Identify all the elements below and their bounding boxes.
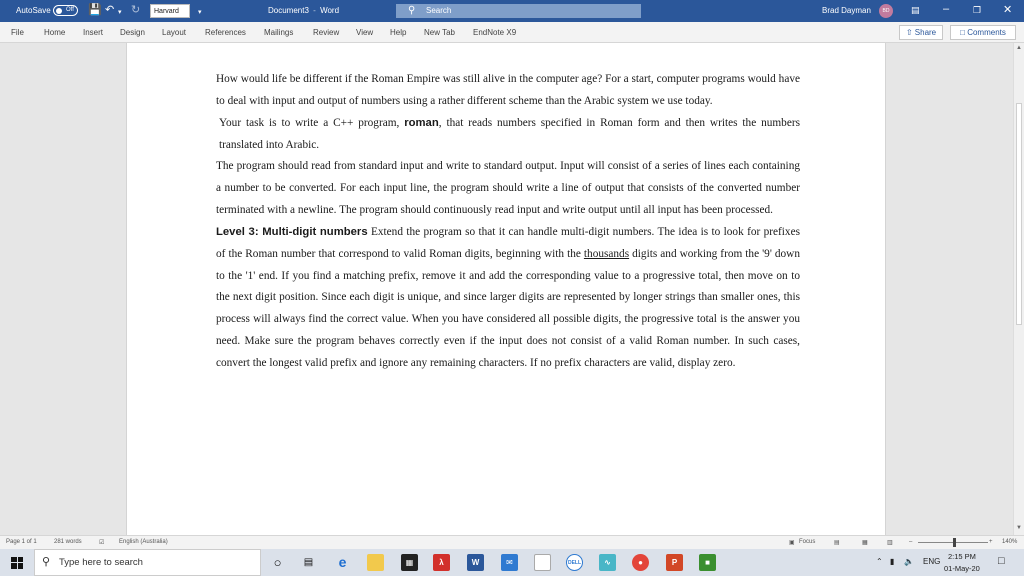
task-text-b: , that reads numbers specified in Roman form and then writes the numbers translated into Arabic. — [219, 116, 801, 151]
undo-dropdown-icon[interactable]: ▾ — [118, 9, 122, 16]
dell-icon[interactable]: DELL — [566, 554, 583, 571]
focus-label[interactable]: Focus — [799, 539, 816, 545]
share-label: Share — [914, 28, 937, 37]
redo-icon[interactable]: ↻ — [131, 4, 141, 16]
cortana-icon[interactable]: ○ — [273, 555, 282, 570]
web-layout-icon[interactable]: ▥ — [887, 540, 893, 546]
print-layout-icon[interactable]: ▦ — [862, 540, 868, 546]
tab-file[interactable]: File — [11, 28, 24, 37]
avatar[interactable]: BD — [879, 4, 893, 18]
autosave-toggle[interactable]: Off — [53, 5, 78, 16]
tab-insert[interactable]: Insert — [83, 28, 104, 37]
health-app-icon[interactable]: ∿ — [599, 554, 616, 571]
read-mode-icon[interactable]: ▤ — [834, 540, 840, 546]
search-placeholder: Search — [426, 6, 452, 15]
scroll-down-icon[interactable]: ▼ — [1016, 525, 1022, 531]
zoom-level[interactable]: 140% — [1002, 539, 1018, 545]
powerpoint-icon[interactable]: P — [666, 554, 683, 571]
comments-button[interactable] — [950, 25, 1016, 40]
battery-icon[interactable]: ▮ — [890, 557, 895, 566]
chrome-icon[interactable]: ● — [632, 554, 649, 571]
title-bar — [0, 0, 1024, 22]
customize-toolbar-icon[interactable]: ▾ — [198, 9, 202, 16]
vertical-scrollbar[interactable] — [1013, 43, 1024, 535]
app-name: Word — [320, 6, 340, 15]
tab-new-tab[interactable]: New Tab — [424, 28, 455, 37]
focus-icon[interactable]: ▣ — [789, 540, 795, 546]
level3-text-b: digits and working from the '9' down to the '1' end. If you find a matching prefix, remove it and add the corresponding value to a progressive total, then move on to the next digit position. Since each digit is unique, and since larger digits are represented by longer strings than smaller ones, this process will always find the correct value. When you have considered all possible digits, the progressive total is the answer you need. Make sure the program behaves correctly even if the input does not consist of a valid Roman number. In such cases, convert the longest valid prefix and ignore any remaining characters. If no prefix characters are valid, display zero. — [216, 247, 800, 369]
page-count[interactable]: Page 1 of 1 — [6, 539, 37, 545]
clock-time: 2:15 PM — [947, 552, 976, 561]
tab-mailings[interactable]: Mailings — [264, 28, 294, 37]
share-icon: ⇧ — [905, 28, 913, 37]
search-icon: ⚲ — [42, 556, 51, 568]
taskbar-search[interactable] — [34, 549, 261, 576]
zoom-in-icon[interactable]: + — [989, 539, 993, 545]
taskbar — [0, 549, 1024, 576]
acrobat-icon[interactable]: λ — [433, 554, 450, 571]
window-title — [268, 6, 339, 15]
zoom-slider[interactable] — [918, 542, 988, 543]
notifications-icon[interactable]: □ — [998, 555, 1005, 567]
minimize-icon[interactable]: – — [943, 3, 950, 15]
thousands-word: thousands — [583, 247, 630, 260]
volume-icon[interactable]: 🔈 — [904, 557, 914, 566]
tray-expand-icon[interactable]: ⌃ — [876, 557, 883, 566]
close-icon[interactable]: ✕ — [1003, 4, 1013, 16]
user-name[interactable]: Brad Dayman — [822, 6, 871, 15]
search-icon: ⚲ — [408, 5, 416, 16]
scroll-up-icon[interactable]: ▲ — [1016, 45, 1022, 51]
save-icon[interactable]: 💾 — [88, 4, 102, 16]
ribbon-display-options-icon[interactable]: ▤ — [911, 5, 920, 15]
store-icon[interactable]: ▦ — [401, 554, 418, 571]
taskbar-search-placeholder: Type here to search — [59, 557, 143, 568]
paragraph-intro[interactable]: How would life be different if the Roman Empire was still alive in the computer age? For a start, computer programs would have to deal with input and output of numbers using a rather different scheme than the Arabic system we use today. — [216, 73, 800, 107]
windows-logo-icon — [11, 557, 23, 569]
tab-help[interactable]: Help — [390, 28, 407, 37]
file-explorer-icon[interactable] — [367, 554, 384, 571]
clock-date: 01-May-20 — [944, 564, 980, 573]
tab-home[interactable]: Home — [44, 28, 66, 37]
tab-design[interactable]: Design — [120, 28, 145, 37]
start-button[interactable] — [0, 549, 34, 576]
task-view-icon[interactable]: ▤ — [303, 557, 314, 568]
autosave-label: AutoSave — [16, 6, 51, 15]
comments-label: Comments — [967, 28, 1006, 37]
document-name: Document3 — [268, 6, 309, 15]
level3-heading: Level 3: Multi-digit numbers — [216, 225, 368, 238]
status-bar — [0, 535, 1024, 549]
restore-icon[interactable]: ❐ — [973, 5, 982, 15]
task-text-a: Your task is to write a C++ program, — [219, 116, 405, 129]
document-app-icon[interactable] — [534, 554, 551, 571]
share-button[interactable] — [899, 25, 943, 40]
citation-style-box[interactable]: Harvard — [150, 4, 190, 18]
zoom-out-icon[interactable]: – — [909, 539, 913, 545]
document-area — [0, 43, 1013, 535]
proofing-icon[interactable]: ☑ — [99, 540, 105, 546]
zoom-slider-knob[interactable] — [953, 538, 956, 547]
clock[interactable] — [944, 551, 980, 575]
document-page[interactable] — [126, 43, 886, 535]
program-name: roman — [404, 116, 439, 129]
tab-review[interactable]: Review — [313, 28, 340, 37]
title-separator: - — [313, 6, 316, 15]
green-app-icon[interactable]: ■ — [699, 554, 716, 571]
paragraph-level3[interactable] — [216, 222, 800, 375]
edge-icon[interactable]: e — [338, 554, 347, 570]
language-indicator[interactable]: English (Australia) — [119, 539, 168, 545]
paragraph-io[interactable]: The program should read from standard input and write to standard output. Input will consist of a series of lines each containing a number to be converted. For each input line, the program should write a line of output that consists of the converted number terminated with a newline. The program should continuously read input and write output until all input has been processed. — [216, 160, 800, 217]
tab-references[interactable]: References — [205, 28, 246, 37]
undo-icon[interactable]: ↶ — [105, 4, 115, 16]
ribbon-search-box[interactable] — [396, 4, 641, 18]
comments-icon: □ — [960, 28, 965, 37]
word-count[interactable]: 281 words — [54, 539, 82, 545]
mail-icon[interactable]: ✉ — [501, 554, 518, 571]
tab-view[interactable]: View — [356, 28, 374, 37]
paragraph-task[interactable] — [216, 113, 800, 157]
tab-endnote[interactable]: EndNote X9 — [473, 28, 517, 37]
word-icon[interactable]: W — [467, 554, 484, 571]
document-body[interactable] — [216, 69, 800, 375]
language-bar[interactable]: ENG — [923, 557, 941, 566]
level3-text-a: Extend the program so that it can handle multi-digit numbers. The idea is to look for prefixes of the Roman number that correspond to valid Roman digits, beginning with the — [216, 225, 800, 260]
scrollbar-thumb[interactable] — [1016, 103, 1022, 325]
ribbon-tabs — [0, 22, 1024, 43]
tab-layout[interactable]: Layout — [162, 28, 187, 37]
